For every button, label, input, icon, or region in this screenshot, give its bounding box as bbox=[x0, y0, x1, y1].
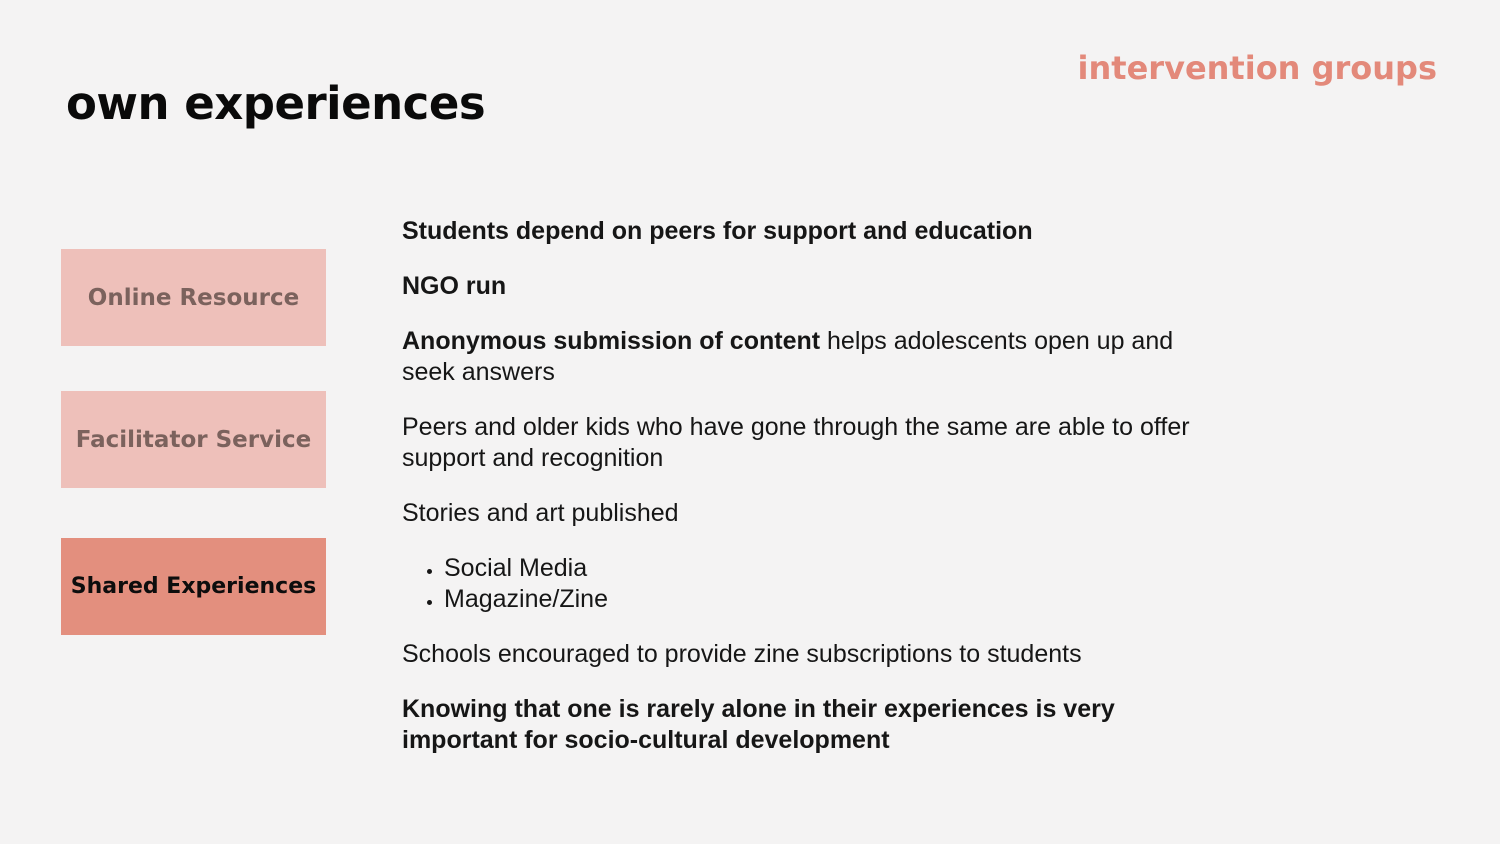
content-paragraph bbox=[402, 694, 1202, 756]
bold-text: Anonymous submission of content bbox=[402, 327, 821, 355]
content-paragraph bbox=[402, 326, 1202, 388]
nav-item-online-resource[interactable] bbox=[61, 249, 326, 346]
nav-item-label: Online Resource bbox=[87, 284, 300, 311]
nav-item-shared-experiences[interactable] bbox=[61, 538, 326, 635]
bold-text: Students depend on peers for support and education bbox=[402, 217, 1033, 245]
nav-item-label: Shared Experiences bbox=[70, 574, 317, 599]
content-paragraph: Stories and art published bbox=[402, 499, 679, 527]
slide-title: own experiences bbox=[66, 77, 486, 130]
nav-item-label: Facilitator Service bbox=[75, 426, 312, 453]
section-label: intervention groups bbox=[1077, 49, 1437, 87]
content-body bbox=[402, 216, 1202, 780]
content-paragraph bbox=[402, 216, 1202, 247]
paragraph-text: helps adolescents open up and seek answers bbox=[402, 327, 1174, 386]
content-paragraph bbox=[402, 271, 1202, 302]
list-item: • Magazine/Zine bbox=[444, 584, 1202, 615]
content-paragraph: Schools encouraged to provide zine subscriptions to students bbox=[402, 640, 1082, 668]
bold-text: NGO run bbox=[402, 272, 507, 300]
nav-item-facilitator-service[interactable] bbox=[61, 391, 326, 488]
bullet-list bbox=[402, 553, 1202, 615]
bold-text: Knowing that one is rarely alone in their experiences is very important for socio-cultural development bbox=[402, 695, 1115, 754]
content-paragraph: Peers and older kids who have gone through the same are able to offer support and recognition bbox=[402, 413, 1190, 472]
list-item: • Social Media bbox=[444, 553, 1202, 584]
